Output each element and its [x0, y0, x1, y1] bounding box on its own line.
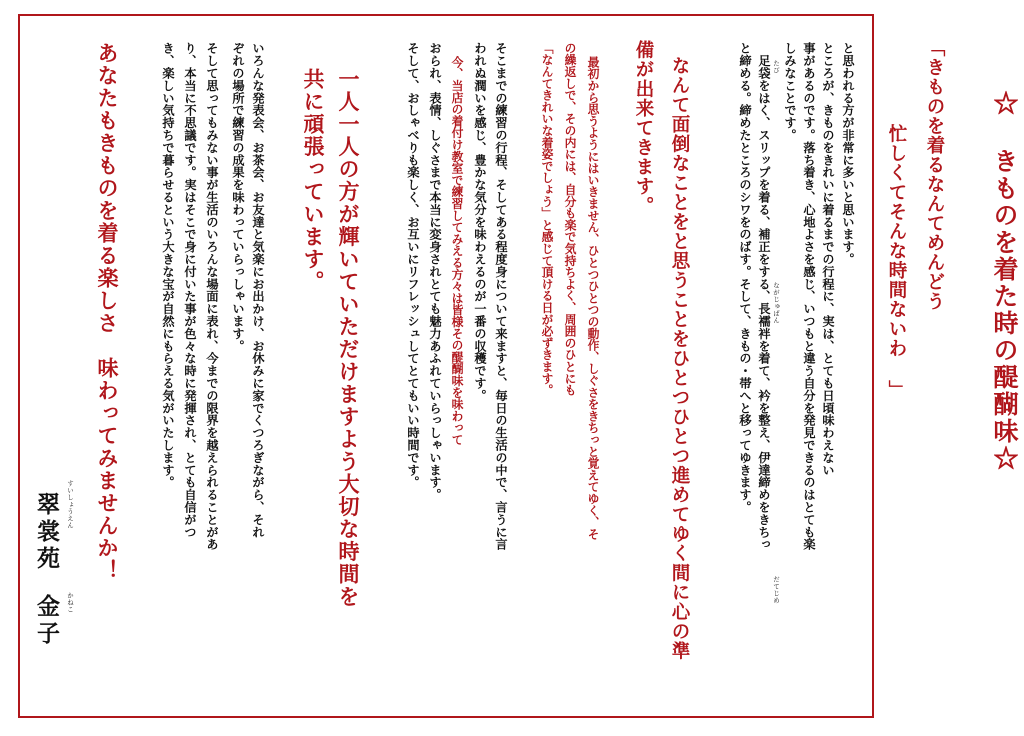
section3-line-4: おられ、表情、しぐさまで本当に変身されとても魅力あふれていらっしゃいます。: [428, 42, 442, 501]
section1-line-6: と締める。締めたところのシワをのばす。そして、きもの・帯へと移ってゆきます。: [738, 42, 752, 514]
section1-line-4: しみなことです。: [783, 42, 797, 142]
section2-line-1: 最初から思うようにはいきません、ひとつひとつの動作、しぐさをきちっと覚えてゆく、そ: [586, 56, 600, 540]
section3-line-1: そこまでの練習の行程、そしてある程度身について来ますと、毎日の生活の中で、言うに言: [494, 42, 508, 551]
highlight2-line-1: 一人一人の方が輝いていただけますよう大切な時間を: [336, 68, 361, 608]
section4-line-3: そして思ってもみない事が生活のいろんな場面に表れ、今までの限界を越えられることがあ: [205, 42, 219, 551]
section3-line-3: 今、当店の着付け教室で練習してみえる方々は皆様その醍醐味を味わって: [450, 56, 464, 446]
section1-line-5: 足袋をはく、スリップを着る、補正をする、長襦袢を着て、衿を整え、伊達締めをきちっ: [757, 42, 771, 551]
header-quote-line-1: 「きものを着るなんてめんどう: [924, 38, 945, 311]
section4-line-1: いろんな発表会、お茶会、お友達と気楽にお出かけ、お休みに家でくつろぎながら、それ: [251, 42, 265, 538]
highlight1-line-1: なんて面倒なことをと思うことをひとつひとつ進めてゆく間に心の準: [669, 56, 690, 661]
closing-message: あなたもきものを着る楽しさ 味わってみませんか！: [95, 42, 120, 582]
header-quote-line-2: 忙しくてそんな時間ないわ 」: [886, 124, 907, 400]
section1-line-1: と思われる方が非常に多いと思います。: [841, 42, 855, 266]
signature-name-ruby: かねこ: [66, 592, 74, 613]
section4-line-4: り、本当に不思議です。実はそこで身に付いた事が色々な時に発揮され、とても自信がつ: [183, 42, 197, 538]
section2-line-3: 「なんてきれいな着姿でしょう」と感じて頂ける日が必ずきます。: [540, 42, 554, 396]
highlight2-line-2: 共に頑張っています。: [301, 68, 326, 293]
section4-line-2: ぞれの場所で練習の成果を味わっていらっしゃいます。: [231, 42, 245, 352]
highlight1-line-2: 備が出来てきます。: [633, 40, 654, 216]
section3-line-5: そして、おしゃべりも楽しく、お互いにリフレッシュしてとてもいい時間です。: [406, 42, 420, 489]
signature-shop-ruby: すいしょうえん: [66, 480, 74, 529]
section4-line-5: き、楽しい気持ちで暮らせるという大きな宝が自然にもらえる気がいたします。: [161, 42, 175, 489]
ruby-datejime: だてじめ: [772, 576, 780, 604]
section2-line-2: の繰返しで、その内には、自分も楽で気持ちよく、周囲のひとにも: [563, 42, 577, 396]
page-title: ☆ きものを着た時の醍醐味☆: [990, 90, 1019, 472]
ruby-nagajuban: ながじゅばん: [772, 282, 780, 324]
signature-shop-name: 翠裳苑: [33, 492, 60, 573]
section3-line-2: われぬ潤いを感じ、豊かな気分を味わえるのが一番の収穫です。: [473, 42, 487, 402]
ruby-tabi: たび: [772, 60, 780, 74]
section1-line-2: ところが、きものをきれいに着るまでの行程に、実は、とても日頃味わえない: [821, 42, 835, 476]
signature-person-name: 金子: [33, 594, 60, 648]
section1-line-3: 事があるのです。落ち着き、心地よさを感じ、いつもと違う自分を発見できるのはとても楽: [802, 42, 816, 551]
